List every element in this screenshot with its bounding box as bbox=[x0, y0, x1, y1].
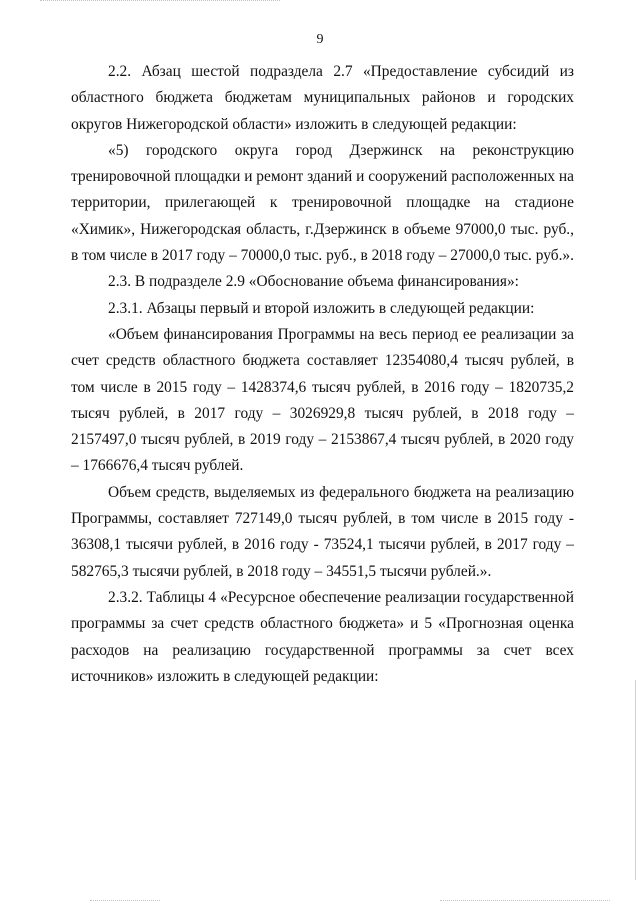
scan-artifact-right-edge bbox=[635, 680, 636, 880]
scan-artifact-bottom-right bbox=[440, 900, 610, 903]
paragraph-federal-funds: Объем средств, выделяемых из федерального бюджета на реализацию Программы, составляет 727149,0 тысяч рублей, в том числе в 2015 году - 36308,1 тысячи рублей, в 2016 году - 73524,1 тысячи рублей, в 2017 году – 582765,3 тысячи рублей, в 2018 году – 34551,5 тысячи рублей.». bbox=[71, 483, 574, 580]
scan-artifact-bottom-left bbox=[90, 900, 160, 903]
paragraph-funding-volume: «Объем финансирования Программы на весь период ее реализации за счет средств областного бюджета составляет 12354080,4 тысяч рублей, в том числе в 2015 году – 1428374,6 тысяч рублей, в 2016 году – 1820735,2 тысяч рублей, в 2017 году – 3026929,8 тысяч рублей, в 2018 году – 2157497,0 тысяч рублей, в 2019 году – 2153867,4 тысяч рублей, в 2020 году – 1766676,4 тысяч рублей. bbox=[71, 325, 574, 475]
document-body bbox=[71, 59, 574, 690]
scan-artifact-top bbox=[40, 0, 280, 5]
paragraph-2-3: 2.3. В подразделе 2.9 «Обоснование объема финансирования»: bbox=[108, 273, 519, 291]
paragraph-subsidy-item-5: «5) городского округа город Дзержинск на реконструкцию тренировочной площадки и ремонт зданий и сооружений расположенных на территории, прилегающей к тренировочной площадке на стадионе «Химик», Нижегородская область, г.Дзержинск в объеме 97000,0 тыс. руб., в том числе в 2017 году – 70000,0 тыс. руб., в 2018 году – 27000,0 тыс. руб.». bbox=[71, 141, 574, 265]
paragraph-2-2: 2.2. Абзац шестой подраздела 2.7 «Предоставление субсидий из областного бюджета бюджетам муниципальных районов и городских округов Нижегородской области» изложить в следующей редакции: bbox=[71, 63, 574, 133]
paragraph-2-3-2: 2.3.2. Таблицы 4 «Ресурсное обеспечение реализации государственной программы за счет средств областного бюджета» и 5 «Прогнозная оценка расходов на реализацию государственной программы за счет всех источников» изложить в следующей редакции: bbox=[71, 588, 574, 685]
page-number: 9 bbox=[316, 32, 324, 47]
paragraph-2-3-1: 2.3.1. Абзацы первый и второй изложить в следующей редакции: bbox=[108, 299, 535, 317]
